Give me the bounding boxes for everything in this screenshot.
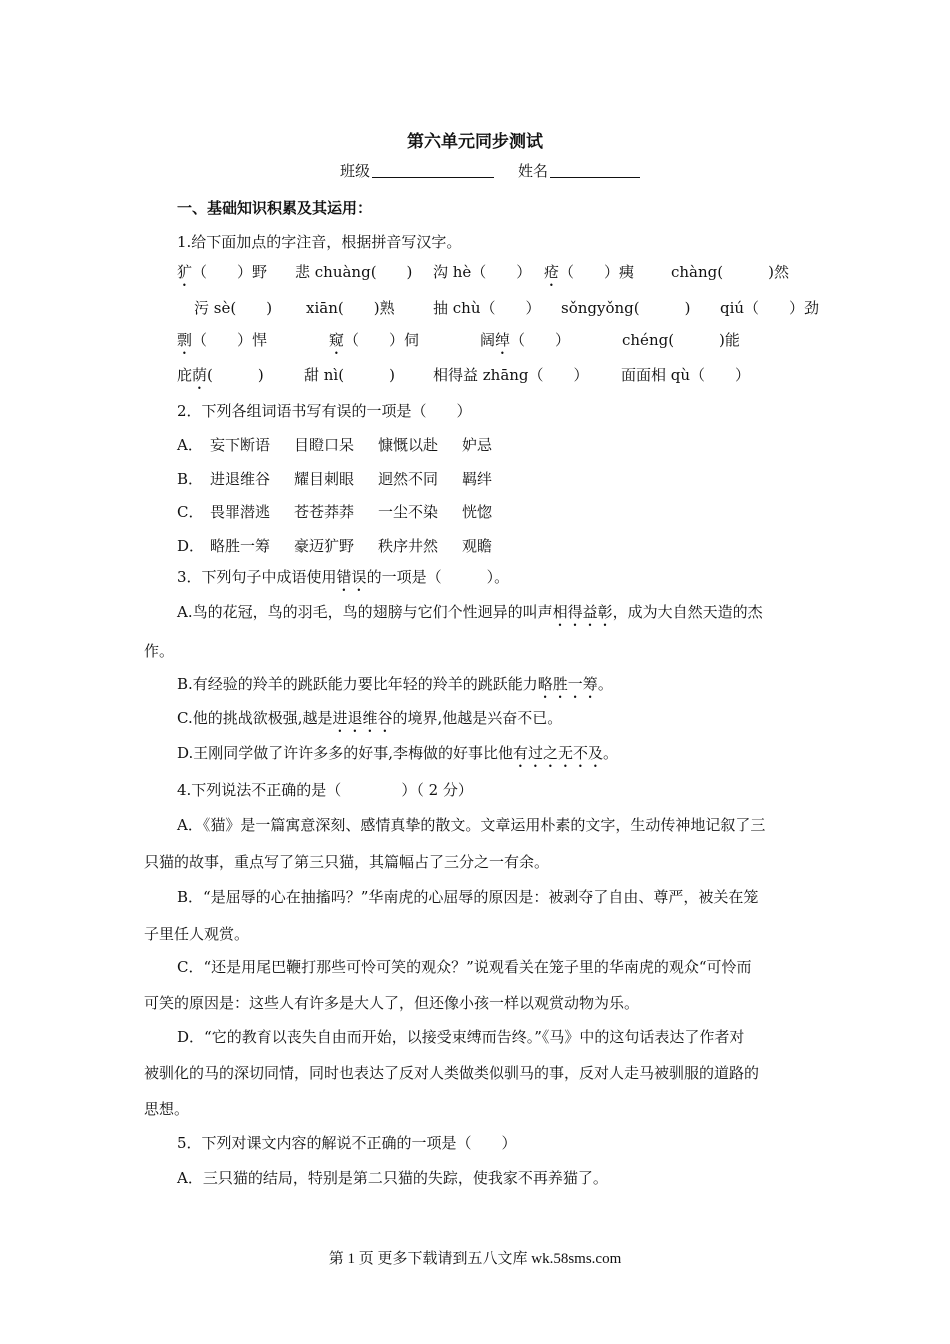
name-field xyxy=(518,161,640,181)
q4-option-b-cont: 子里任人观赏。 xyxy=(144,925,250,943)
q2-option: B． 进退维谷 耀目刺眼 迥然不同 羁绊 xyxy=(177,470,493,488)
name-blank[interactable] xyxy=(550,162,640,178)
class-label: 班级 xyxy=(340,162,371,180)
q4-option-a: A．《猫》是一篇寓意深刻、感情真挚的散文。文章运用朴素的文字，生动传神地记叙了三 xyxy=(177,816,766,834)
q4-option-d-cont2: 思想。 xyxy=(144,1100,190,1118)
q3-prompt: 3．下列句子中成语使用错误的一项是（ ）。 xyxy=(177,568,510,586)
page-footer: 第 1 页 更多下载请到五八文库 wk.58sms.com xyxy=(328,1251,622,1267)
q5-prompt: 5．下列对课文内容的解说不正确的一项是（ ） xyxy=(177,1134,517,1152)
q1-item: chàng( )然 xyxy=(671,263,789,281)
q3-option-d: D.王刚同学做了许许多多的好事,李梅做的好事比他有过之无不及。 xyxy=(177,744,619,762)
q3-option-c: C.他的挑战欲极强,越是进退维谷的境界,他越是兴奋不已。 xyxy=(177,709,563,727)
q3-option-b: B.有经验的羚羊的跳跃能力要比年轻的羚羊的跳跃能力略胜一筹。 xyxy=(177,675,613,693)
q4-option-c-cont: 可笑的原因是：这些人有许多是大人了，但还像小孩一样以观赏动物为乐。 xyxy=(144,994,640,1012)
q1-item: sǒngyǒng( ) xyxy=(561,299,691,317)
q2-prompt: 2．下列各组词语书写有误的一项是（ ） xyxy=(177,402,472,420)
q1-item: 相得益 zhāng（ ） xyxy=(433,366,589,384)
q1-item: 悲 chuàng( ) xyxy=(295,263,413,281)
q1-prompt: 1.给下面加点的字注音，根据拼音写汉字。 xyxy=(177,233,462,251)
q1-item: 甜 nì( ) xyxy=(304,366,395,384)
q1-item: xiān( )熟 xyxy=(306,299,395,317)
q3-option-a-cont: 作。 xyxy=(144,642,175,660)
name-label: 姓名 xyxy=(518,162,549,180)
q4-option-d-cont: 被驯化的马的深切同情，同时也表达了反对人类做类似驯马的事，反对人走马被驯服的道路的 xyxy=(144,1064,760,1082)
q4-option-d: D．“它的教育以丧失自由而开始，以接受束缚而告终。”《马》中的这句话表达了作者对 xyxy=(177,1028,745,1046)
q1-item: 疮（ ）痍 xyxy=(544,263,635,281)
page-title: 第六单元同步测试 xyxy=(407,132,543,152)
q4-prompt: 4.下列说法不正确的是（ ）（ 2 分） xyxy=(177,781,473,799)
q2-option: D． 略胜一筹 豪迈犷野 秩序井然 观瞻 xyxy=(177,537,493,555)
q1-item: 剽（ ）悍 xyxy=(177,331,268,349)
q4-option-a-cont: 只猫的故事，重点写了第三只猫，其篇幅占了三分之一有余。 xyxy=(144,853,550,871)
q1-item: 阔绰（ ） xyxy=(480,331,571,349)
q1-item: 犷（ ）野 xyxy=(177,263,268,281)
q1-item: 污 sè( ) xyxy=(194,299,273,317)
q1-item: 窥（ ）伺 xyxy=(329,331,420,349)
q2-option: C． 畏罪潜逃 苍苍莽莽 一尘不染 恍惚 xyxy=(177,503,493,521)
q5-option-a: A．三只猫的结局，特别是第二只猫的失踪，使我家不再养猫了。 xyxy=(177,1169,608,1187)
q1-item: 沟 hè（ ） xyxy=(433,263,532,281)
section1-heading: 一、基础知识积累及其运用： xyxy=(177,199,373,217)
q4-option-c: C．“还是用尾巴鞭打那些可怜可笑的观众？”说观看关在笼子里的华南虎的观众“可怜而 xyxy=(177,958,752,976)
q1-item: 庇荫( ) xyxy=(177,366,264,384)
q2-option: A． 妄下断语 目瞪口呆 慷慨以赴 妒忌 xyxy=(177,436,493,454)
q3-option-a: A.鸟的花冠，鸟的羽毛，鸟的翅膀与它们个性迥异的叫声相得益彰，成为大自然天造的杰 xyxy=(177,603,763,621)
q1-item: chéng( )能 xyxy=(622,331,740,349)
q1-item: 面面相 qù（ ） xyxy=(621,366,751,384)
q1-item: qiú（ ）劲 xyxy=(720,299,820,317)
class-blank[interactable] xyxy=(372,162,494,178)
q1-item: 抽 chù（ ） xyxy=(433,299,541,317)
q4-option-b: B．“是屈辱的心在抽搐吗？”华南虎的心屈辱的原因是：被剥夺了自由、尊严，被关在笼 xyxy=(177,888,759,906)
class-field xyxy=(340,161,494,181)
